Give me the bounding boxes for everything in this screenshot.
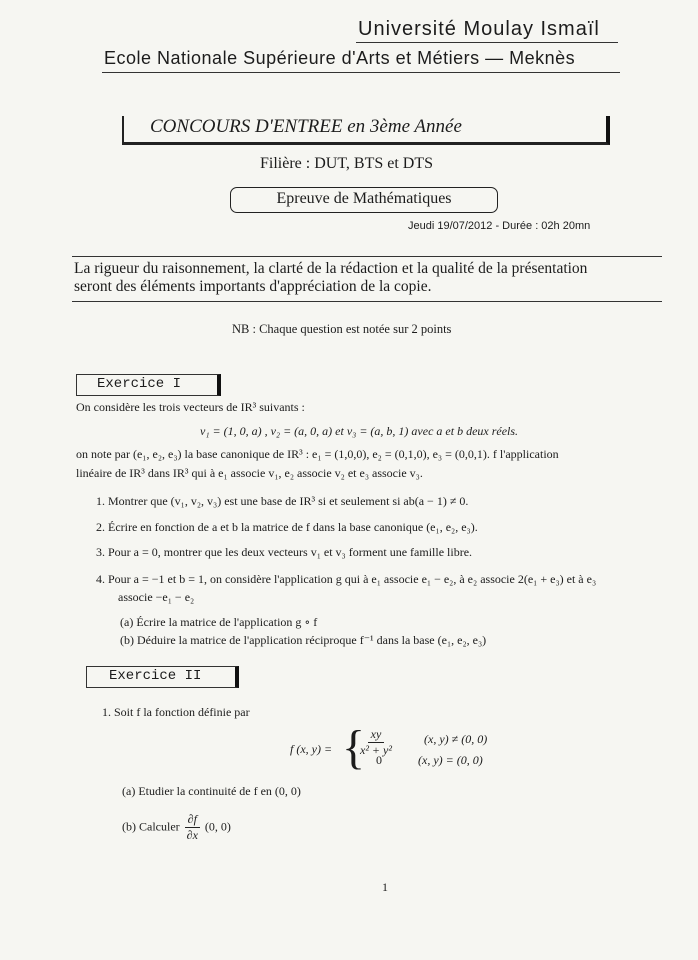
question-4a: (a) Écrire la matrice de l'application g ∘ f (120, 615, 318, 629)
denominator: x² + y² (360, 743, 392, 757)
exercise-1-heading-box (76, 374, 221, 396)
divider (72, 256, 662, 257)
basis-line-2: linéaire de IR³ dans IR³ qui à e₁ associe v₁, e₂ associe v₂ et e₃ associe v₃. (76, 466, 423, 480)
question-b-prefix: (b) Calculer (122, 819, 180, 834)
filiere: Filière : DUT, BTS et DTS (260, 155, 434, 172)
question-4-line-1: 4. Pour a = −1 et b = 1, on considère l'application g qui à e₁ associe e₁ − e₂, à e₂ associe 2(e₁ + e₃) et à e₃ (96, 572, 597, 586)
subject-box (230, 187, 498, 213)
school-name: Ecole Nationale Supérieure d'Arts et Métiers — Meknès (104, 48, 576, 68)
divider (356, 42, 618, 43)
divider (72, 301, 662, 302)
condition-1: (x, y) ≠ (0, 0) (424, 732, 488, 746)
question-4-line-2: associe −e₁ − e₂ (118, 590, 195, 604)
notice-line-2: seront des éléments importants d'appréciation de la copie. (74, 278, 432, 295)
exam-title: CONCOURS D'ENTREE en 3ème Année (150, 116, 462, 137)
partial-denominator: ∂x (186, 828, 198, 842)
partial-numerator: ∂f (185, 812, 200, 828)
exercise-2-heading-box (86, 666, 239, 688)
divider (102, 72, 620, 73)
exercise-1-intro: On considère les trois vecteurs de IR³ suivants : (76, 400, 305, 414)
question-b-suffix: (0, 0) (204, 819, 231, 834)
exam-title-box (122, 116, 610, 145)
question-a: (a) Etudier la continuité de f en (0, 0) (122, 784, 301, 798)
exercise-1-heading: Exercice I (97, 376, 182, 392)
exercise-2-heading: Exercice II (109, 668, 202, 684)
subject: Epreuve de Mathématiques (276, 190, 452, 207)
piecewise-brace: { (342, 721, 366, 774)
question-2: 2. Écrire en fonction de a et b la matrice de f dans la base canonique (e₁, e₂, e₃). (96, 520, 478, 534)
exercise-2-question-1: 1. Soit f la fonction définie par (102, 705, 250, 719)
notice-line-1: La rigueur du raisonnement, la clarté de la rédaction et la qualité de la présentation (74, 260, 588, 277)
numerator: xy (368, 727, 385, 743)
function-lhs: f (x, y) = (290, 742, 333, 756)
piecewise-zero: 0 (376, 753, 382, 767)
question-1: 1. Montrer que (v₁, v₂, v₃) est une base de IR³ si et seulement si ab(a − 1) ≠ 0. (96, 494, 469, 508)
partial-derivative (185, 812, 200, 843)
basis-line-1: on note par (e₁, e₂, e₃) la base canonique de IR³ : e₁ = (1,0,0), e₂ = (0,1,0), e₃ = (0,0,1). f l'application (76, 447, 559, 461)
university-name: Université Moulay Ismaïl (358, 18, 600, 40)
page-number: 1 (382, 880, 388, 894)
vectors-definition: v₁ = (1, 0, a) , v₂ = (a, 0, a) et v₃ = (a, b, 1) avec a et b deux réels. (200, 424, 519, 438)
date-duration: Jeudi 19/07/2012 - Durée : 02h 20mn (408, 220, 591, 232)
nb-note: NB : Chaque question est notée sur 2 points (232, 322, 452, 336)
condition-2: (x, y) = (0, 0) (418, 753, 483, 767)
question-3: 3. Pour a = 0, montrer que les deux vecteurs v₁ et v₃ forment une famille libre. (96, 545, 473, 559)
question-b (122, 812, 231, 843)
question-4b: (b) Déduire la matrice de l'application réciproque f⁻¹ dans la base (e₁, e₂, e₃) (120, 633, 487, 647)
